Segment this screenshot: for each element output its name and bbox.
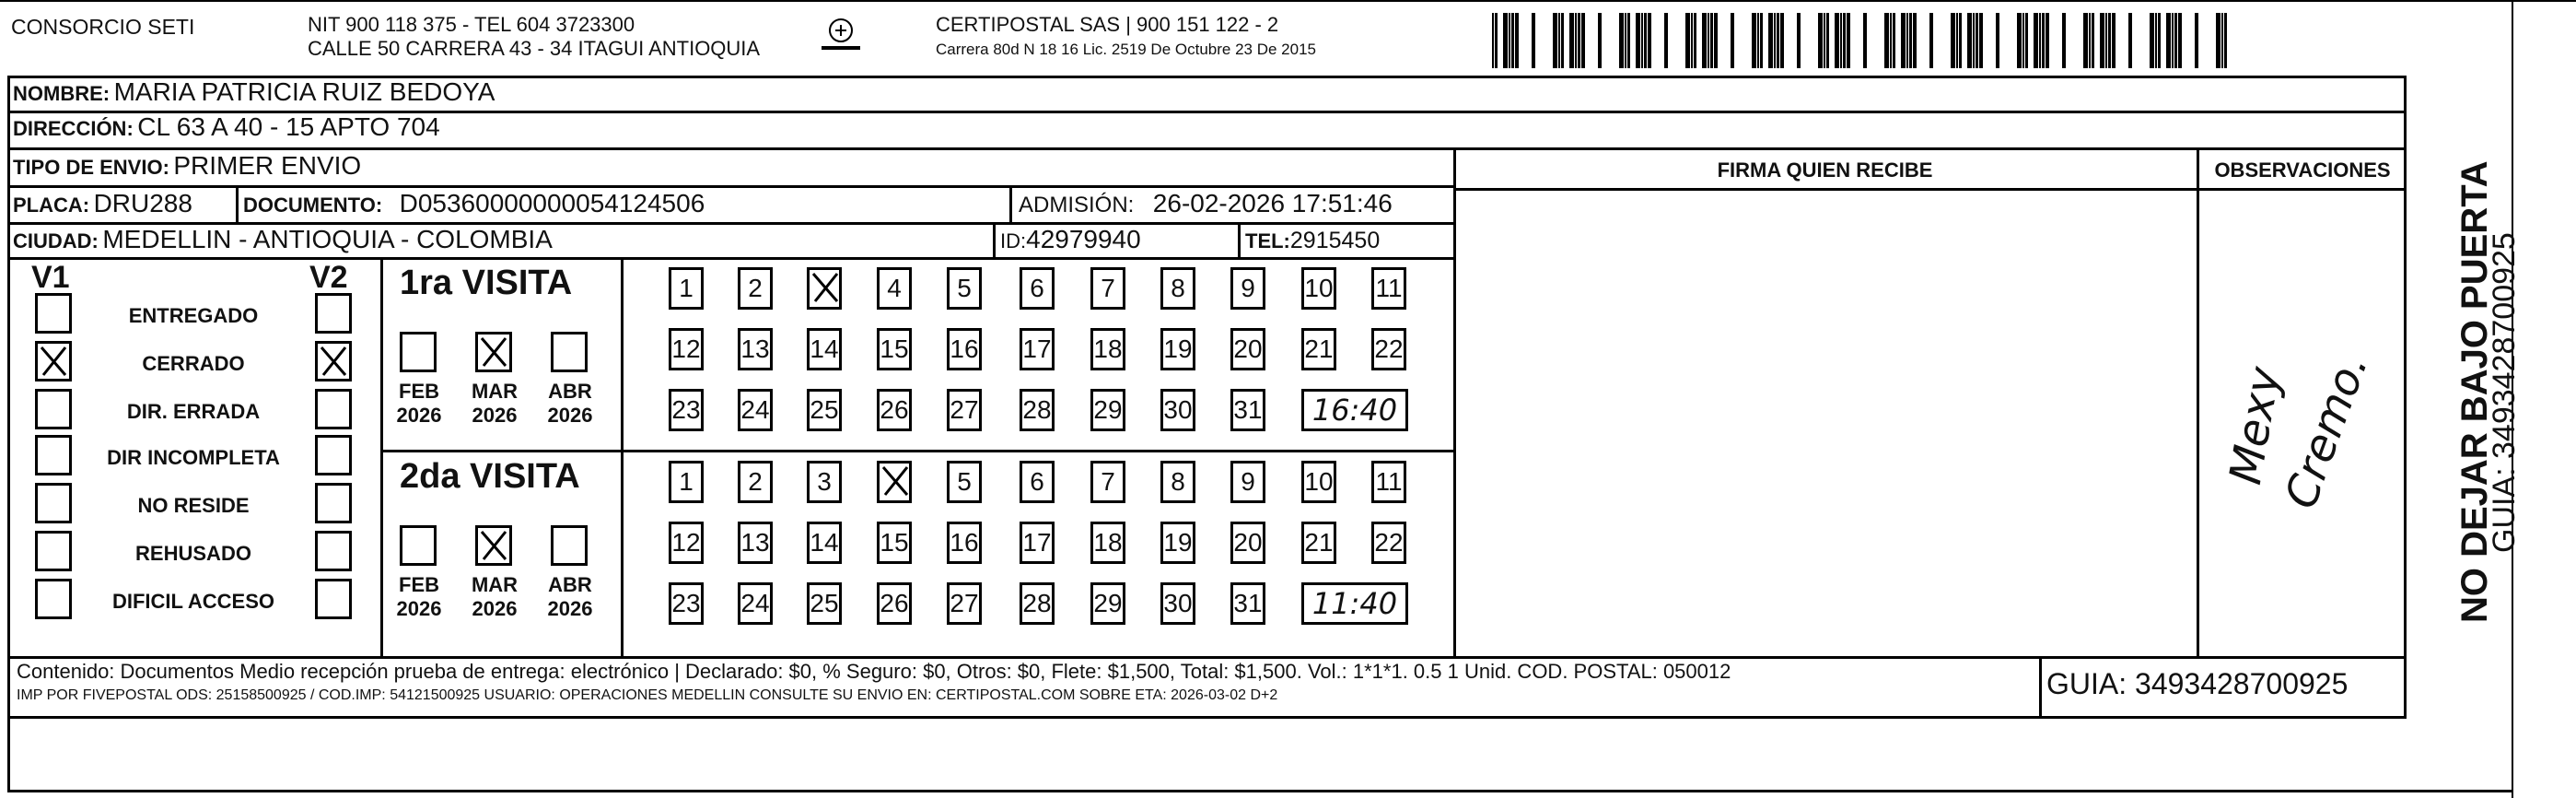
v2-checkbox[interactable] xyxy=(315,579,352,619)
tipo-value: PRIMER ENVIO xyxy=(173,151,362,180)
day-box[interactable]: 22 xyxy=(1371,328,1406,370)
side-guia: GUIA: 3493428700925 xyxy=(2487,232,2522,553)
id-label: ID: xyxy=(1000,229,1027,252)
day-box[interactable]: 4 xyxy=(877,267,912,310)
month-label: FEB 2026 xyxy=(396,573,442,620)
day-box[interactable]: 27 xyxy=(947,582,982,625)
observaciones-header: OBSERVACIONES xyxy=(2214,158,2391,182)
month-checkbox[interactable] xyxy=(551,525,588,566)
day-box[interactable]: 1 xyxy=(669,461,704,503)
day-box[interactable]: 18 xyxy=(1090,328,1125,370)
day-box[interactable]: 9 xyxy=(1230,267,1265,310)
day-box[interactable]: 2 xyxy=(738,267,773,310)
v1-checkbox[interactable] xyxy=(35,435,72,475)
day-box[interactable]: 3 xyxy=(807,461,842,503)
company-name: CONSORCIO SETI xyxy=(11,15,195,39)
v2-checkbox[interactable] xyxy=(315,293,352,334)
day-box[interactable]: 30 xyxy=(1160,389,1195,431)
day-box[interactable]: 5 xyxy=(947,461,982,503)
day-box[interactable]: 5 xyxy=(947,267,982,310)
day-box[interactable]: 11 xyxy=(1371,267,1406,310)
placa-value: DRU288 xyxy=(93,189,192,217)
observacion-handwritten-2: Cremo. xyxy=(2275,346,2379,516)
visit-title: 2da VISITA xyxy=(400,457,580,496)
day-box[interactable]: 15 xyxy=(877,328,912,370)
day-box[interactable] xyxy=(877,461,912,503)
v1-checkbox[interactable] xyxy=(35,293,72,334)
nit-line: NIT 900 118 375 - TEL 604 3723300 xyxy=(308,13,635,36)
day-box[interactable]: 2 xyxy=(738,461,773,503)
direccion-label: DIRECCIÓN: xyxy=(13,117,134,140)
status-reason-label: NO RESIDE xyxy=(137,494,250,517)
day-box[interactable]: 25 xyxy=(807,389,842,431)
day-box[interactable]: 28 xyxy=(1020,582,1055,625)
status-reason-label: ENTREGADO xyxy=(128,304,259,327)
visit-time: 16:40 xyxy=(1301,389,1408,431)
day-box[interactable]: 17 xyxy=(1020,328,1055,370)
month-label: ABR 2026 xyxy=(547,573,593,620)
day-box[interactable]: 31 xyxy=(1230,582,1265,625)
placa-label: PLACA: xyxy=(13,194,90,217)
v2-checkbox[interactable] xyxy=(315,531,352,571)
visit-time: 11:40 xyxy=(1301,582,1408,625)
day-box[interactable]: 18 xyxy=(1090,522,1125,564)
visit-title: 1ra VISITA xyxy=(400,264,573,302)
v1-label: V1 xyxy=(31,260,70,295)
day-box[interactable]: 1 xyxy=(669,267,704,310)
day-box[interactable]: 20 xyxy=(1230,328,1265,370)
tipo-label: TIPO DE ENVIO: xyxy=(13,156,169,179)
day-box[interactable]: 29 xyxy=(1090,582,1125,625)
barcode xyxy=(1492,13,2229,68)
month-label: MAR 2026 xyxy=(471,573,519,620)
day-box[interactable]: 23 xyxy=(669,582,704,625)
day-box[interactable]: 17 xyxy=(1020,522,1055,564)
day-box[interactable]: 19 xyxy=(1160,522,1195,564)
day-box[interactable]: 24 xyxy=(738,389,773,431)
month-checkbox[interactable] xyxy=(400,332,437,372)
placa-row xyxy=(13,189,192,218)
nombre-label: NOMBRE: xyxy=(13,82,111,105)
nombre-row xyxy=(13,77,495,107)
tipo-row xyxy=(13,151,361,181)
ciudad-label: CIUDAD: xyxy=(13,229,99,252)
day-box[interactable]: 12 xyxy=(669,522,704,564)
day-box[interactable]: 16 xyxy=(947,522,982,564)
status-reason-label: DIFICIL ACCESO xyxy=(111,590,274,613)
month-checkbox[interactable] xyxy=(551,332,588,372)
v1-checkbox[interactable] xyxy=(35,579,72,619)
day-box[interactable]: 10 xyxy=(1301,267,1336,310)
certipostal-logo xyxy=(818,17,864,57)
license-line: Carrera 80d N 18 16 Lic. 2519 De Octubre 23 De 2015 xyxy=(936,41,1316,58)
documento-value: D05360000000054124506 xyxy=(399,189,705,217)
v1-checkbox[interactable] xyxy=(35,483,72,523)
day-box[interactable]: 7 xyxy=(1090,267,1125,310)
admision-row xyxy=(1019,189,1393,218)
month-checkbox[interactable] xyxy=(475,332,512,372)
v1-checkbox[interactable] xyxy=(35,531,72,571)
documento-row xyxy=(243,189,705,218)
day-box[interactable]: 14 xyxy=(807,522,842,564)
contenido-line: Contenido: Documentos Medio recepción prueba de entrega: electrónico | Declarado: $0, % Seguro: $0, Otros: $0, Flete: $1,500, Total: $1,500. Vol.: 1*1*1. 0.5 1 Unid. COD. POSTAL: 050012 xyxy=(17,660,1731,683)
v2-checkbox[interactable] xyxy=(315,483,352,523)
observacion-handwritten-1: Mexy xyxy=(2220,363,2291,488)
guia-footer: GUIA: 3493428700925 xyxy=(2046,667,2349,700)
admision-label: ADMISIÓN: xyxy=(1019,193,1135,217)
day-box[interactable]: 28 xyxy=(1020,389,1055,431)
day-box[interactable]: 26 xyxy=(877,389,912,431)
day-box[interactable]: 12 xyxy=(669,328,704,370)
firma-header: FIRMA QUIEN RECIBE xyxy=(1717,158,1933,182)
certipostal-line: CERTIPOSTAL SAS | 900 151 122 - 2 xyxy=(936,13,1279,36)
ciudad-row xyxy=(13,225,553,254)
day-box[interactable]: 21 xyxy=(1301,522,1336,564)
day-box[interactable]: 21 xyxy=(1301,328,1336,370)
day-box[interactable]: 26 xyxy=(877,582,912,625)
day-box[interactable]: 27 xyxy=(947,389,982,431)
lower-frame xyxy=(7,719,2512,792)
day-box[interactable]: 6 xyxy=(1020,461,1055,503)
month-label: MAR 2026 xyxy=(471,380,519,427)
tel-row xyxy=(1245,228,1380,254)
day-box[interactable]: 7 xyxy=(1090,461,1125,503)
v2-checkbox[interactable] xyxy=(315,435,352,475)
direccion-value: CL 63 A 40 - 15 APTO 704 xyxy=(137,112,440,141)
tel-value: 2915450 xyxy=(1289,228,1381,253)
day-box[interactable]: 16 xyxy=(947,328,982,370)
ciudad-value: MEDELLIN - ANTIOQUIA - COLOMBIA xyxy=(102,225,553,253)
v2-checkbox[interactable] xyxy=(315,389,352,429)
status-reason-label: DIR INCOMPLETA xyxy=(107,446,280,469)
day-box[interactable]: 19 xyxy=(1160,328,1195,370)
day-box[interactable]: 24 xyxy=(738,582,773,625)
status-reason-label: DIR. ERRADA xyxy=(126,400,261,423)
v1-checkbox[interactable] xyxy=(35,341,72,381)
day-box[interactable]: 11 xyxy=(1371,461,1406,503)
month-checkbox[interactable] xyxy=(400,525,437,566)
day-box[interactable]: 15 xyxy=(877,522,912,564)
month-label: ABR 2026 xyxy=(547,380,593,427)
month-checkbox[interactable] xyxy=(475,525,512,566)
imp-line: IMP POR FIVEPOSTAL ODS: 25158500925 / COD.IMP: 54121500925 USUARIO: OPERACIONES MEDELLIN CONSULTE SU ENVIO EN: CERTIPOSTAL.COM SOBRE ETA: 2026-03-02 D+2 xyxy=(17,687,1278,703)
day-box[interactable]: 6 xyxy=(1020,267,1055,310)
day-box[interactable]: 23 xyxy=(669,389,704,431)
day-box[interactable]: 30 xyxy=(1160,582,1195,625)
v2-label: V2 xyxy=(309,260,348,295)
day-box[interactable]: 14 xyxy=(807,328,842,370)
month-label: FEB 2026 xyxy=(396,380,442,427)
nombre-value: MARIA PATRICIA RUIZ BEDOYA xyxy=(113,77,495,106)
direccion-row xyxy=(13,112,440,142)
tel-label: TEL: xyxy=(1245,229,1290,252)
day-box[interactable]: 13 xyxy=(738,522,773,564)
day-box[interactable]: 31 xyxy=(1230,389,1265,431)
status-reason-label: REHUSADO xyxy=(135,542,251,565)
id-value: 42979940 xyxy=(1026,225,1141,253)
documento-label: DOCUMENTO: xyxy=(243,194,383,217)
id-row xyxy=(1000,225,1141,254)
day-box[interactable]: 22 xyxy=(1371,522,1406,564)
day-box[interactable]: 8 xyxy=(1160,267,1195,310)
side-warning: NO DEJAR BAJO PUERTA xyxy=(2454,160,2495,623)
day-box[interactable]: 13 xyxy=(738,328,773,370)
day-box[interactable]: 25 xyxy=(807,582,842,625)
day-box[interactable] xyxy=(807,267,842,310)
v1-checkbox[interactable] xyxy=(35,389,72,429)
day-box[interactable]: 29 xyxy=(1090,389,1125,431)
day-box[interactable]: 9 xyxy=(1230,461,1265,503)
address-line: CALLE 50 CARRERA 43 - 34 ITAGUI ANTIOQUIA xyxy=(308,37,761,60)
day-box[interactable]: 10 xyxy=(1301,461,1336,503)
v2-checkbox[interactable] xyxy=(315,341,352,381)
day-box[interactable]: 8 xyxy=(1160,461,1195,503)
status-reason-label: CERRADO xyxy=(142,352,245,375)
admision-value: 26-02-2026 17:51:46 xyxy=(1152,189,1393,217)
day-box[interactable]: 20 xyxy=(1230,522,1265,564)
